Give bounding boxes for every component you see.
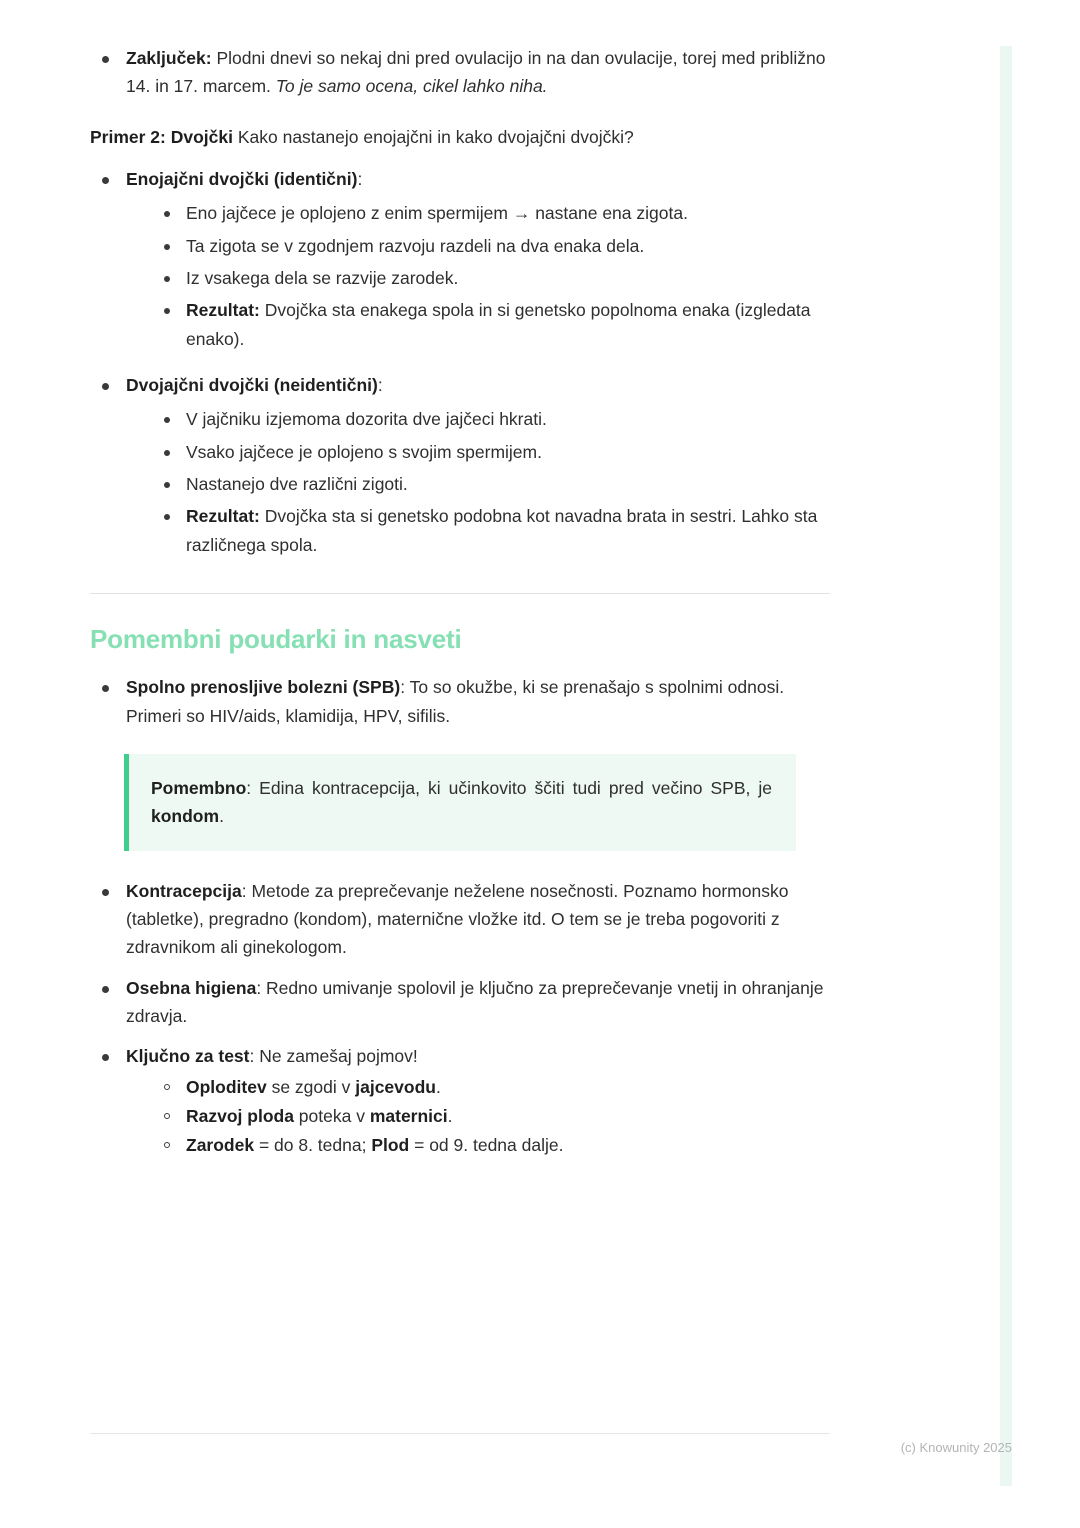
result-label: Rezultat: (186, 300, 260, 321)
example2-text: Kako nastanejo enojajčni in kako dvojajčni dvojčki? (232, 126, 634, 147)
test-key-text: : Ne zamešaj pojmov! (249, 1046, 418, 1067)
conclusion-text: Plodni dnevi so nekaj dni pred ovulacijo in na dan ovulacije, torej med približno 14. in 17. marcem. (126, 48, 826, 97)
list-item (156, 438, 830, 466)
sub-text-1: poteka v (293, 1106, 370, 1127)
list-item (90, 877, 830, 962)
list-item-text: Ta zigota se v zgodnjem razvoju razdeli na dva enaka dela. (186, 235, 645, 256)
list-item (156, 405, 830, 433)
list-item-text: V jajčniku izjemoma dozorita dve jajčeci hkrati. (186, 409, 547, 430)
example2-paragraph (90, 123, 830, 151)
callout-bold-2: kondom (151, 806, 220, 827)
test-key-label: Ključno za test (126, 1046, 250, 1067)
identical-twins-list (90, 165, 830, 353)
identical-twins-label: Enojajčni dvojčki (identični) (126, 169, 358, 190)
test-key-sublist (156, 1073, 830, 1160)
sub-bold-1: Oploditev (186, 1076, 267, 1097)
document-content (90, 44, 830, 1161)
list-item-text: Iz vsakega dela se razvije zarodek. (186, 268, 459, 289)
result-label: Rezultat: (186, 506, 260, 527)
conclusion-italic-note: To je samo ocena, cikel lahko niha. (275, 76, 548, 97)
identical-twins-colon: : (357, 169, 363, 190)
list-item (90, 371, 830, 559)
list-item (156, 470, 830, 498)
sub-text-2: . (435, 1076, 441, 1097)
identical-twins-sublist (156, 199, 830, 353)
test-key-list (90, 1042, 830, 1159)
list-item (90, 974, 830, 1031)
contraception-text: : Metode za preprečevanje neželene nosečnosti. Poznamo hormonsko (tabletke), pregradno (kondom), maternične vložke itd. O tem se je treba pogovoriti z zdravnikom ali ginekologom. (126, 880, 789, 958)
sub-text-1: = do 8. tedna; (254, 1135, 372, 1156)
list-item (156, 1102, 830, 1130)
spacer (90, 357, 830, 371)
result-text: Dvojčka sta enakega spola in si genetsko popolnoma enaka (izgledata enako). (186, 300, 811, 349)
section-divider (90, 593, 830, 594)
list-item (156, 264, 830, 292)
important-callout (124, 754, 796, 851)
list-item (156, 232, 830, 260)
conclusion-label: Zaključek: (126, 48, 212, 68)
sub-text-2: = od 9. tedna dalje. (409, 1135, 564, 1156)
sub-bold-1: Zarodek (186, 1135, 255, 1156)
fraternal-twins-list (90, 371, 830, 559)
page-title: Pomembni poudarki in nasveti (90, 624, 462, 655)
hygiene-list (90, 974, 830, 1031)
result-text: Dvojčka sta si genetsko podobna kot navadna brata in sestri. Lahko sta različnega spola. (186, 506, 818, 555)
list-item (90, 44, 830, 101)
footer-divider (90, 1433, 830, 1434)
std-list (90, 673, 830, 730)
example2-label: Primer 2: Dvojčki (90, 126, 233, 147)
sub-bold-2: jajcevodu (355, 1076, 436, 1097)
callout-text-1: : Edina kontracepcija, ki učinkovito ščiti tudi pred večino SPB, je (246, 778, 772, 799)
fraternal-twins-sublist (156, 405, 830, 559)
callout-paragraph (151, 774, 772, 831)
list-item-result (156, 502, 830, 559)
fraternal-twins-colon: : (377, 375, 383, 396)
contraception-label: Kontracepcija (126, 880, 242, 901)
list-item (90, 1042, 830, 1159)
sub-bold-2: maternici (369, 1106, 448, 1127)
list-item-text: Vsako jajčece je oplojeno s svojim spermijem. (186, 441, 542, 462)
callout-text-3: . (219, 806, 224, 827)
sub-text-2: . (447, 1106, 453, 1127)
contraception-list (90, 877, 830, 962)
page-edge-strip (1000, 46, 1012, 1486)
fraternal-twins-label: Dvojajčni dvojčki (neidentični) (126, 375, 378, 396)
std-label: Spolno prenosljive bolezni (SPB) (126, 677, 401, 698)
spacer (90, 966, 830, 974)
list-item (90, 673, 830, 730)
list-item (156, 1131, 830, 1159)
list-item-text: Nastanejo dve različni zigoti. (186, 474, 408, 495)
list-item (156, 199, 830, 227)
list-item (156, 1073, 830, 1101)
copyright-notice: (c) Knowunity 2025 (900, 1440, 1012, 1455)
hygiene-text: : Redno umivanje spolovil je ključno za preprečevanje vnetij in ohranjanje zdravja. (126, 977, 824, 1027)
std-text: : To so okužbe, ki se prenašajo s spolnimi odnosi. Primeri so HIV/aids, klamidija, HPV, sifilis. (126, 677, 785, 726)
list-item (90, 165, 830, 353)
list-item-result (156, 296, 830, 353)
callout-label: Pomembno (151, 778, 247, 799)
sub-text-1: se zgodi v (266, 1076, 356, 1097)
sub-bold-1: Razvoj ploda (186, 1106, 294, 1127)
list-item-text: Eno jajčece je oplojeno z enim spermijem → nastane ena zigota. (186, 203, 688, 224)
conclusion-list (90, 44, 830, 101)
hygiene-label: Osebna higiena (126, 977, 257, 998)
spacer (90, 1034, 830, 1042)
sub-bold-2: Plod (371, 1135, 410, 1156)
